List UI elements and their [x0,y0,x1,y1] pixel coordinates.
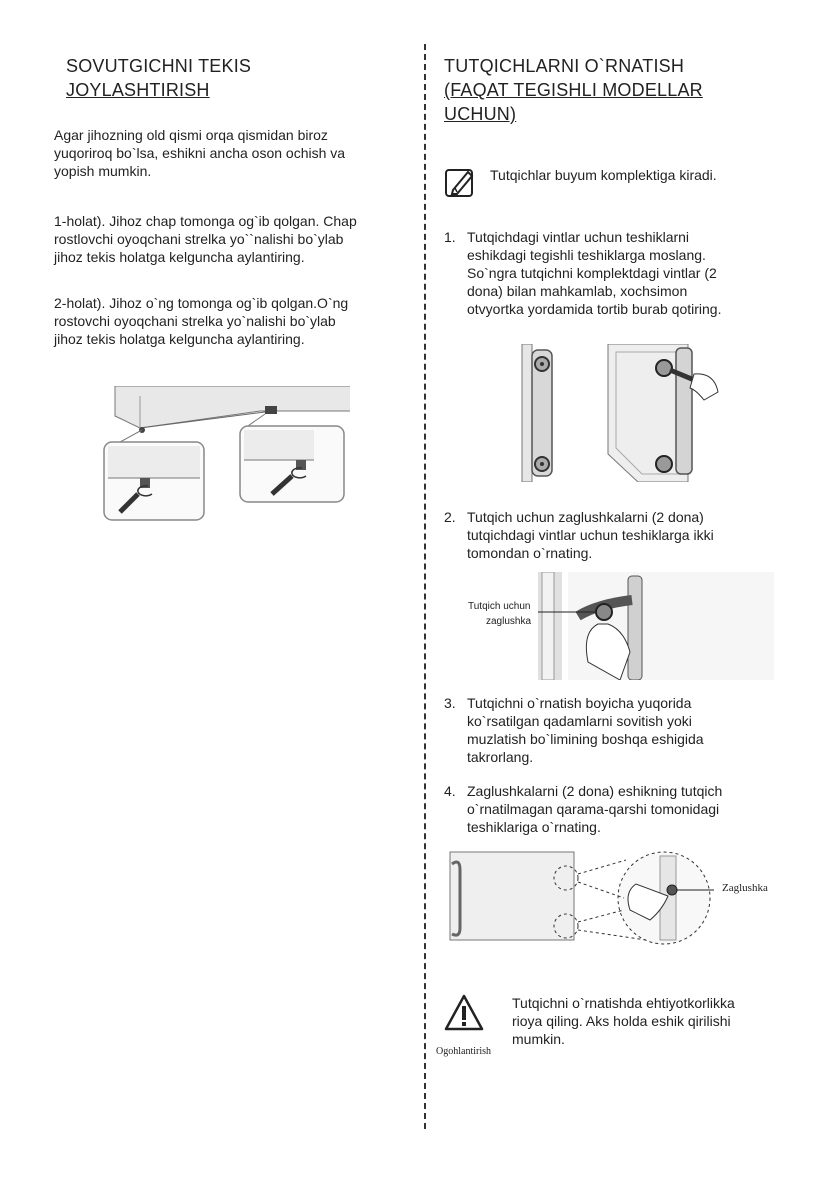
step-2-line-3: tomondan o`rnating. [467,545,593,561]
step-4-line-3: teshiklariga o`rnating. [467,819,601,835]
left-heading-line-2: JOYLASHTIRISH [66,80,210,100]
warning-triangle-icon [444,994,484,1032]
case2-line-3: jihoz tekis holatga kelguncha aylantiring. [54,331,305,347]
case-1-paragraph [54,212,357,266]
case2-line-2: rostovchi oyoqchani strelka yo`nalishi bo`ylab [54,313,336,329]
step-1-line-1: Tutqichdagi vintlar uchun teshiklarni [467,229,690,245]
case1-line-2: rostlovchi oyoqchani strelka yo``nalishi bo`ylab [54,231,344,247]
right-heading-line-3: UCHUN) [444,104,517,124]
step-1-line-2: eshikdagi tegishli teshiklarga moslang. [467,247,706,263]
step-2-line-1: Tutqich uchun zaglushkalarni (2 dona) [467,509,704,525]
step-4 [444,782,804,838]
step-2 [444,508,804,564]
note-pencil-icon [444,166,478,198]
step-3-line-2: ko`rsatilgan qadamlarni sovitish yoki [467,713,692,729]
cap-insert-illustration [538,572,774,680]
step-1-number: 1. [444,229,456,245]
step-2-line-2: tutqichdagi vintlar uchun teshiklarga ikki [467,527,714,543]
right-heading-line-2: (FAQAT TEGISHLI MODELLAR [444,80,703,100]
left-intro-paragraph [54,126,345,180]
step-2-number: 2. [444,509,456,525]
fig4-label: Zaglushka [722,882,768,894]
step-3-line-1: Tutqichni o`rnatish boyicha yuqorida [467,695,692,711]
case1-line-3: jihoz tekis holatga kelguncha aylantiring. [54,249,305,265]
step-3-number: 3. [444,695,456,711]
step-3-line-3: muzlatish bo`limining boshqa eshigida [467,731,704,747]
step-1-line-5: otvyortka yordamida tortib burab qotiring. [467,301,722,317]
warning-line-1: Tutqichni o`rnatishda ehtiyotkorlikka [512,995,735,1011]
step-2-text [467,508,714,562]
intro-line-1: Agar jihozning old qismi orqa qismidan biroz [54,127,328,143]
leveling-feet-illustration [100,386,350,526]
step-4-text [467,782,722,836]
case1-line-1: 1-holat). Jihoz chap tomonga og`ib qolgan. Chap [54,213,357,229]
intro-line-3: yopish mumkin. [54,163,152,179]
left-heading-line-1: SOVUTGICHNI TEKIS [66,56,252,76]
warning-text [512,994,735,1048]
step-1-line-3: So`ngra tutqichni komplektdagi vintlar (2 [467,265,717,281]
warning-line-3: mumkin. [512,1031,565,1047]
step-1-text [467,228,721,318]
step-4-line-1: Zaglushkalarni (2 dona) eshikning tutqich [467,783,723,799]
door-caps-illustration [446,850,716,946]
step-3 [444,694,804,768]
right-heading-line-1: TUTQICHLARNI O`RNATISH [444,56,685,76]
column-divider [424,44,426,1129]
note-text: Tutqichlar buyum komplektiga kiradi. [490,167,717,183]
step-4-line-2: o`rnatilmagan qarama-qarshi tomonidagi [467,801,720,817]
case-2-paragraph [54,294,348,348]
right-heading [444,54,703,126]
step-4-number: 4. [444,783,456,799]
intro-line-2: yuqoriroq bo`lsa, eshikni ancha oson ochish va [54,145,346,161]
step-3-line-4: takrorlang. [467,749,534,765]
fig2-label-line-2: zaglushka [486,616,532,627]
warning-label: Ogohlantirish [436,1046,491,1057]
case2-line-1: 2-holat). Jihoz o`ng tomonga og`ib qolgan.O`ng [54,295,349,311]
step-1-line-4: dona) bilan mahkamlab, xochsimon [467,283,688,299]
step-3-text [467,694,704,766]
left-heading [66,54,251,102]
handle-screw-illustration [518,344,722,482]
fig2-label-line-1: Tutqich uchun [468,601,531,612]
step-1 [444,228,804,324]
warning-line-2: rioya qiling. Aks holda eshik qirilishi [512,1013,731,1029]
